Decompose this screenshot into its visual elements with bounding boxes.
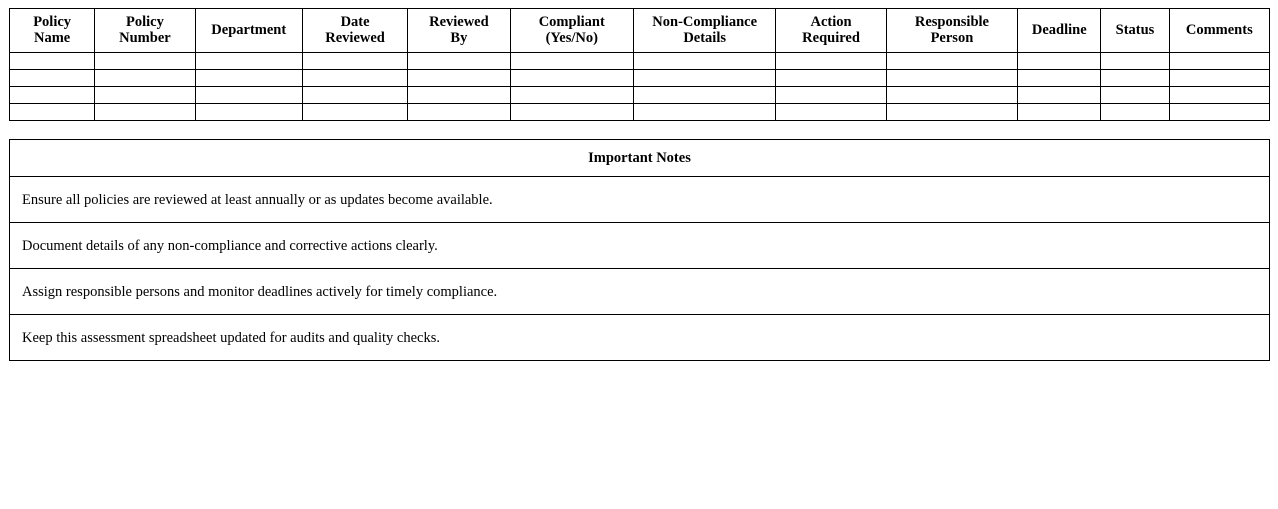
cell-deadline[interactable] [1018, 87, 1101, 104]
header-line-1: Non-Compliance [652, 14, 758, 30]
header-line-2: Details [683, 30, 726, 47]
notes-title: Important Notes [10, 140, 1270, 177]
cell-department[interactable] [195, 70, 302, 87]
cell-comments[interactable] [1169, 104, 1269, 121]
cell-date-reviewed[interactable] [302, 53, 407, 70]
header-line-2: Required [802, 30, 860, 47]
cell-department[interactable] [195, 104, 302, 121]
cell-action-required[interactable] [776, 87, 886, 104]
cell-date-reviewed[interactable] [302, 70, 407, 87]
column-header-compliant [510, 9, 633, 53]
cell-date-reviewed[interactable] [302, 87, 407, 104]
note-text: Document details of any non-compliance and corrective actions clearly. [10, 223, 1270, 269]
table-row[interactable] [10, 53, 1270, 70]
important-notes-table [9, 139, 1270, 361]
header-line-1: Reviewed [429, 14, 489, 30]
cell-reviewed-by[interactable] [408, 87, 510, 104]
note-text: Assign responsible persons and monitor deadlines actively for timely compliance. [10, 269, 1270, 315]
cell-policy-name[interactable] [10, 53, 95, 70]
list-item [10, 269, 1270, 315]
cell-status[interactable] [1101, 53, 1169, 70]
cell-responsible-person[interactable] [886, 53, 1017, 70]
note-text: Keep this assessment spreadsheet updated for audits and quality checks. [10, 315, 1270, 361]
table-row[interactable] [10, 104, 1270, 121]
column-header-action-required [776, 9, 886, 53]
cell-reviewed-by[interactable] [408, 104, 510, 121]
cell-responsible-person[interactable] [886, 70, 1017, 87]
header-line-1: Compliant [538, 14, 605, 30]
notes-table-body [10, 177, 1270, 361]
header-line-2: Reviewed [325, 30, 385, 47]
header-line-2: By [450, 30, 468, 47]
assessment-table-body [10, 53, 1270, 121]
list-item [10, 177, 1270, 223]
column-header-responsible-person [886, 9, 1017, 53]
header-line-2: (Yes/No) [545, 30, 598, 47]
list-item [10, 223, 1270, 269]
cell-department[interactable] [195, 53, 302, 70]
cell-compliant[interactable] [510, 53, 633, 70]
header-line-1: Policy [125, 14, 164, 30]
cell-non-compliance-details[interactable] [633, 53, 775, 70]
notes-table-header [10, 140, 1270, 177]
cell-department[interactable] [195, 87, 302, 104]
assessment-table-header [10, 9, 1270, 53]
note-text: Ensure all policies are reviewed at least annually or as updates become available. [10, 177, 1270, 223]
notes-header-row [10, 140, 1270, 177]
cell-policy-name[interactable] [10, 70, 95, 87]
header-line-1: Policy [33, 14, 72, 30]
cell-responsible-person[interactable] [886, 87, 1017, 104]
cell-date-reviewed[interactable] [302, 104, 407, 121]
header-line-1: Comments [1185, 22, 1253, 39]
table-row[interactable] [10, 70, 1270, 87]
cell-non-compliance-details[interactable] [633, 104, 775, 121]
cell-deadline[interactable] [1018, 53, 1101, 70]
cell-policy-name[interactable] [10, 87, 95, 104]
column-header-reviewed-by [408, 9, 510, 53]
header-line-1: Status [1115, 22, 1155, 39]
header-line-1: Responsible [914, 14, 989, 30]
header-line-2: Person [930, 30, 974, 47]
cell-comments[interactable] [1169, 87, 1269, 104]
cell-comments[interactable] [1169, 53, 1269, 70]
column-header-comments [1169, 9, 1269, 53]
column-header-department [195, 9, 302, 53]
list-item [10, 315, 1270, 361]
header-line-1: Action [810, 14, 852, 30]
cell-status[interactable] [1101, 87, 1169, 104]
cell-compliant[interactable] [510, 104, 633, 121]
cell-reviewed-by[interactable] [408, 70, 510, 87]
column-header-policy-name [10, 9, 95, 53]
header-line-1: Department [211, 22, 287, 39]
document-page [0, 8, 1278, 509]
policy-compliance-assessment-table [9, 8, 1270, 121]
cell-policy-number[interactable] [95, 53, 195, 70]
cell-status[interactable] [1101, 70, 1169, 87]
cell-reviewed-by[interactable] [408, 53, 510, 70]
cell-action-required[interactable] [776, 53, 886, 70]
table-row[interactable] [10, 87, 1270, 104]
cell-status[interactable] [1101, 104, 1169, 121]
header-line-2: Name [34, 30, 71, 47]
cell-compliant[interactable] [510, 87, 633, 104]
cell-deadline[interactable] [1018, 70, 1101, 87]
cell-policy-number[interactable] [95, 87, 195, 104]
assessment-header-row [10, 9, 1270, 53]
cell-action-required[interactable] [776, 104, 886, 121]
cell-non-compliance-details[interactable] [633, 87, 775, 104]
column-header-deadline [1018, 9, 1101, 53]
cell-comments[interactable] [1169, 70, 1269, 87]
column-header-status [1101, 9, 1169, 53]
cell-compliant[interactable] [510, 70, 633, 87]
cell-policy-number[interactable] [95, 70, 195, 87]
cell-policy-name[interactable] [10, 104, 95, 121]
column-header-date-reviewed [302, 9, 407, 53]
cell-action-required[interactable] [776, 70, 886, 87]
header-line-1: Date [340, 14, 370, 30]
header-line-1: Deadline [1031, 22, 1087, 39]
column-header-policy-number [95, 9, 195, 53]
cell-policy-number[interactable] [95, 104, 195, 121]
cell-responsible-person[interactable] [886, 104, 1017, 121]
column-header-non-compliance-details [633, 9, 775, 53]
cell-non-compliance-details[interactable] [633, 70, 775, 87]
header-line-2: Number [119, 30, 171, 47]
cell-deadline[interactable] [1018, 104, 1101, 121]
